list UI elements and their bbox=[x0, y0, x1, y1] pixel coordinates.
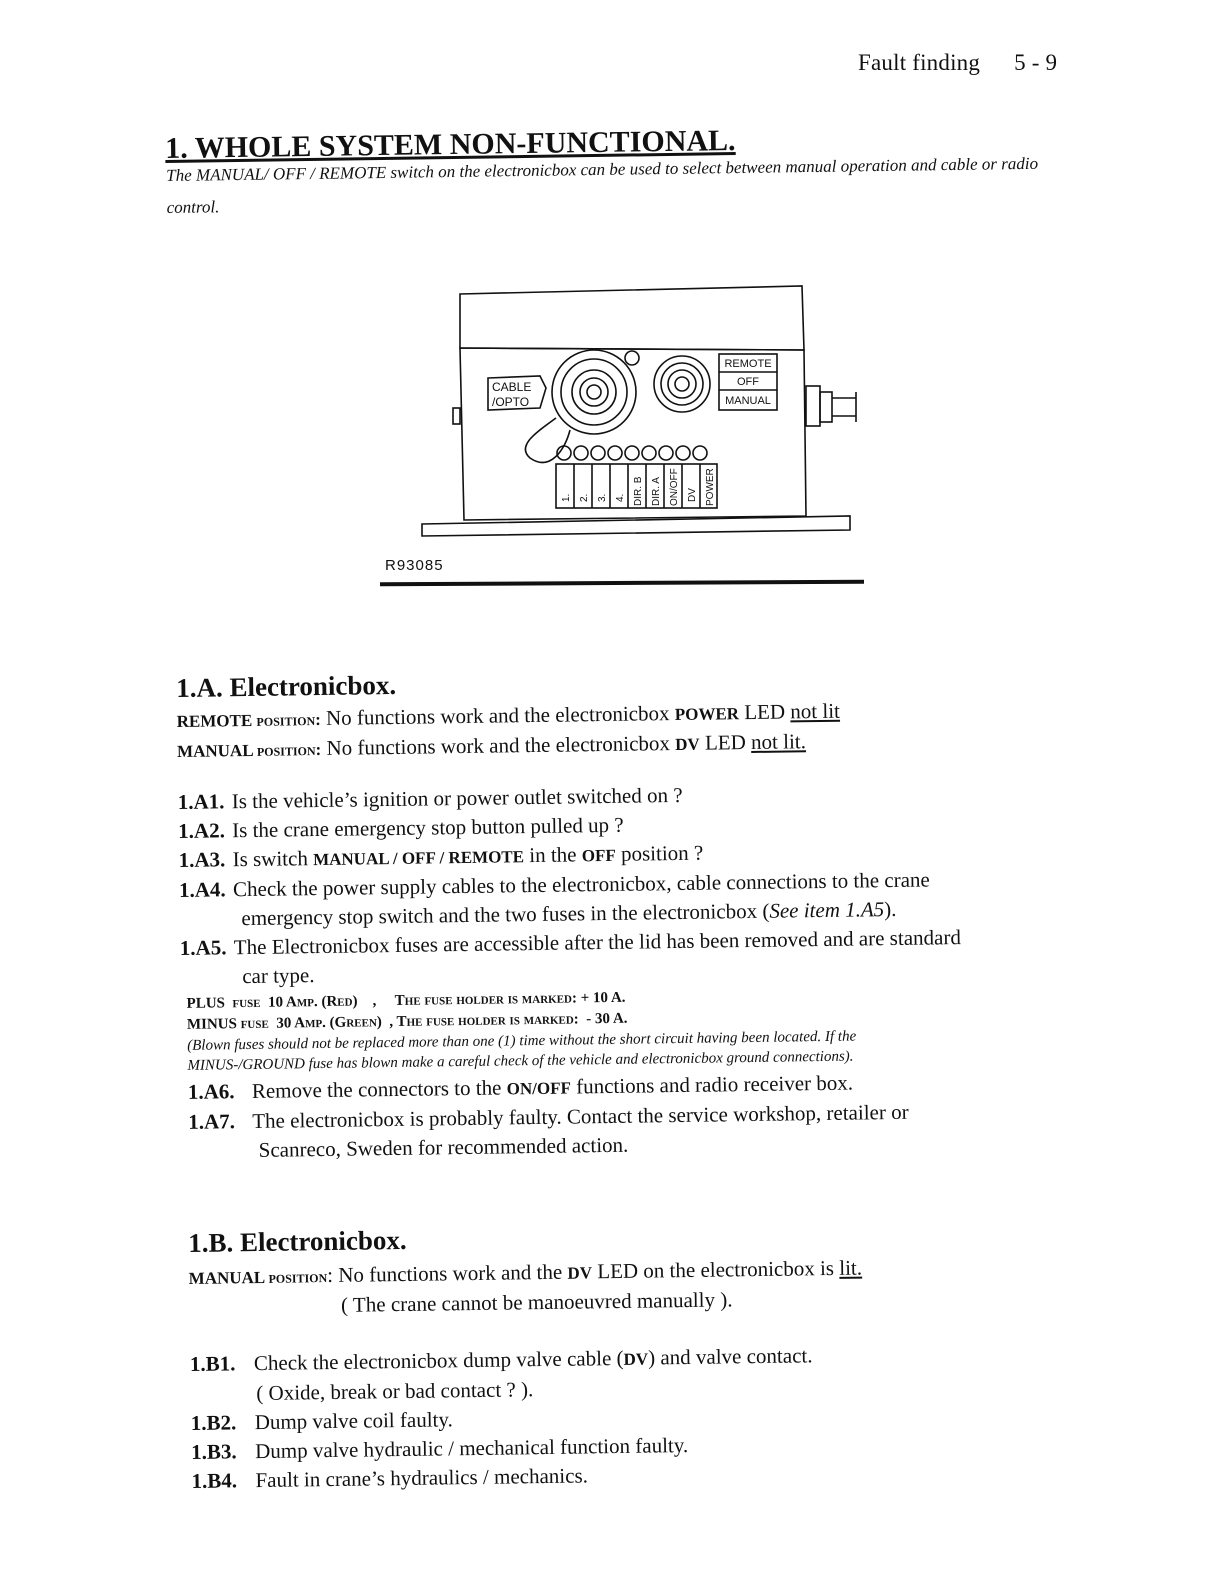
cable-label-line2: /OPTO bbox=[492, 395, 530, 409]
item-number: 1.A2. bbox=[178, 818, 226, 843]
on-off-label: ON/OFF bbox=[506, 1078, 572, 1099]
intro-paragraph: The MANUAL/ OFF / REMOTE switch on the electronicbox can be used to select between manual operation and cable or radio control. bbox=[166, 153, 1039, 217]
dv-label: DV bbox=[623, 1349, 649, 1369]
item-text: position ? bbox=[615, 840, 704, 866]
page-number: 5 - 9 bbox=[1014, 50, 1058, 75]
item-text: in the bbox=[523, 842, 582, 868]
item-text: Is the crane emergency stop button pulled up ? bbox=[232, 812, 624, 843]
item-text: Is the vehicle’s ignition or power outlet switched on ? bbox=[231, 782, 683, 814]
page-title: 1. WHOLE SYSTEM NON-FUNCTIONAL. bbox=[165, 124, 736, 165]
terminal-label: 4. bbox=[615, 493, 626, 502]
terminal-label: POWER bbox=[705, 468, 716, 506]
list-item-continuation: Scanreco, Sweden for recommended action. bbox=[258, 1132, 629, 1162]
power-led-label: POWER bbox=[674, 704, 740, 725]
item-text: Check the electronicbox dump valve cable ( bbox=[253, 1345, 624, 1376]
figure-caption: R93085 bbox=[385, 557, 444, 574]
cable-gland bbox=[806, 386, 856, 426]
dv-led-state: lit. bbox=[839, 1255, 863, 1280]
item-number: 1.A1. bbox=[177, 789, 225, 814]
item-text: The electronicbox is probably faulty. Contact the service workshop, retailer or bbox=[252, 1099, 909, 1133]
manual-position-label: MANUAL position: bbox=[176, 739, 322, 761]
running-head-section: Fault finding bbox=[858, 50, 981, 75]
electronicbox-diagram bbox=[380, 280, 870, 545]
remote-led-state: not lit bbox=[790, 698, 841, 724]
section-1b-title: 1.B. Electronicbox. bbox=[188, 1224, 407, 1258]
manual-condition-text: No functions work and the bbox=[332, 1259, 568, 1287]
section-1a bbox=[176, 660, 1083, 1166]
item-number: 1.B2. bbox=[190, 1410, 237, 1435]
item-text: Check the power supply cables to the electronicbox, cable connections to the crane bbox=[232, 867, 930, 902]
manual-condition-text: LED on the electronicbox is bbox=[591, 1255, 840, 1284]
item-number: 1.B1. bbox=[189, 1351, 236, 1376]
running-head bbox=[858, 50, 1057, 76]
item-text: The Electronicbox fuses are accessible after the lid has been removed and are standard bbox=[233, 925, 962, 960]
item-number: 1.A5. bbox=[179, 935, 227, 960]
item-text: Remove the connectors to the bbox=[251, 1075, 507, 1103]
item-text: functions and radio receiver box. bbox=[570, 1070, 854, 1099]
fuse-minus-spec: MINUS fuse 30 Amp. (Green) , The fuse holder is marked: - 30 A. bbox=[186, 1010, 628, 1033]
item-number: 1.A7. bbox=[188, 1109, 236, 1134]
remote-condition-text: No functions work and the electronicbox bbox=[320, 701, 675, 730]
box-lid bbox=[460, 286, 804, 350]
item-text: Is switch bbox=[232, 846, 314, 872]
terminal-label: ON/OFF bbox=[669, 468, 680, 506]
led-word: LED bbox=[699, 729, 752, 755]
section-1b bbox=[188, 1216, 1072, 1496]
item-text: emergency stop switch and the two fuses in the electronicbox ( bbox=[241, 898, 770, 931]
mode-switch-knob bbox=[654, 356, 710, 412]
fuse-note-line1: (Blown fuses should not be replaced more than one (1) time without the short circuit having been located. If the bbox=[187, 1028, 857, 1054]
fuse-note-line2: MINUS-/GROUND fuse has blown make a careful check of the vehicle and electronicbox ground connections). bbox=[187, 1048, 854, 1074]
item-text: ) and valve contact. bbox=[647, 1343, 813, 1370]
manual-condition-text: No functions work and the electronicbox bbox=[321, 731, 676, 760]
terminal-label: DIR. A bbox=[651, 477, 662, 506]
section-1a-title: 1.A. Electronicbox. bbox=[176, 669, 397, 703]
item-text: Dump valve hydraulic / mechanical function faulty. bbox=[254, 1433, 689, 1464]
item-number: 1.A4. bbox=[178, 877, 226, 902]
switch-name: MANUAL / OFF / REMOTE bbox=[312, 847, 525, 870]
manual-condition-1b-note: ( The crane cannot be manoeuvred manually ). bbox=[340, 1287, 733, 1317]
list-item-continuation: ( Oxide, break or bad contact ? ). bbox=[256, 1377, 534, 1406]
figure-rule bbox=[380, 580, 864, 587]
electronicbox-figure bbox=[380, 280, 870, 550]
switch-label-remote: REMOTE bbox=[724, 358, 772, 370]
remote-position-label: REMOTE position: bbox=[176, 709, 321, 731]
switch-label-off: OFF bbox=[737, 376, 759, 388]
item-number: 1.B4. bbox=[191, 1468, 238, 1493]
colon: : bbox=[327, 1262, 334, 1288]
dv-led-label: DV bbox=[675, 734, 700, 755]
cross-reference: See item 1.A5 bbox=[769, 897, 885, 923]
off-label: OFF bbox=[581, 845, 616, 866]
terminal-label: 3. bbox=[597, 493, 608, 502]
terminal-label: DV bbox=[687, 488, 698, 502]
terminal-label: 2. bbox=[579, 493, 590, 502]
cable-label-line1: CABLE bbox=[492, 380, 532, 394]
item-number: 1.A3. bbox=[178, 847, 226, 872]
led-row bbox=[557, 446, 707, 460]
checklist-1b bbox=[190, 1338, 1072, 1496]
item-text: Dump valve coil faulty. bbox=[254, 1407, 453, 1435]
terminal-label: 1. bbox=[561, 493, 572, 502]
manual-led-state: not lit. bbox=[750, 729, 807, 754]
item-text: ). bbox=[884, 896, 897, 922]
item-text: Fault in crane’s hydraulics / mechanics. bbox=[255, 1463, 589, 1493]
list-item-continuation: car type. bbox=[242, 963, 315, 989]
fuse-plus-spec: PLUS fuse 10 Amp. (Red) , The fuse holder is marked: + 10 A. bbox=[186, 989, 626, 1012]
terminal-label: DIR. B bbox=[633, 476, 644, 506]
item-number: 1.B3. bbox=[190, 1439, 237, 1464]
switch-label-manual: MANUAL bbox=[725, 395, 771, 407]
item-number: 1.A6. bbox=[187, 1079, 235, 1104]
dv-led-label: DV bbox=[567, 1263, 593, 1283]
manual-position-label: MANUAL position bbox=[188, 1267, 328, 1288]
led-word: LED bbox=[738, 699, 791, 725]
box-left-tab bbox=[453, 408, 460, 424]
checklist-1a bbox=[178, 775, 1081, 992]
